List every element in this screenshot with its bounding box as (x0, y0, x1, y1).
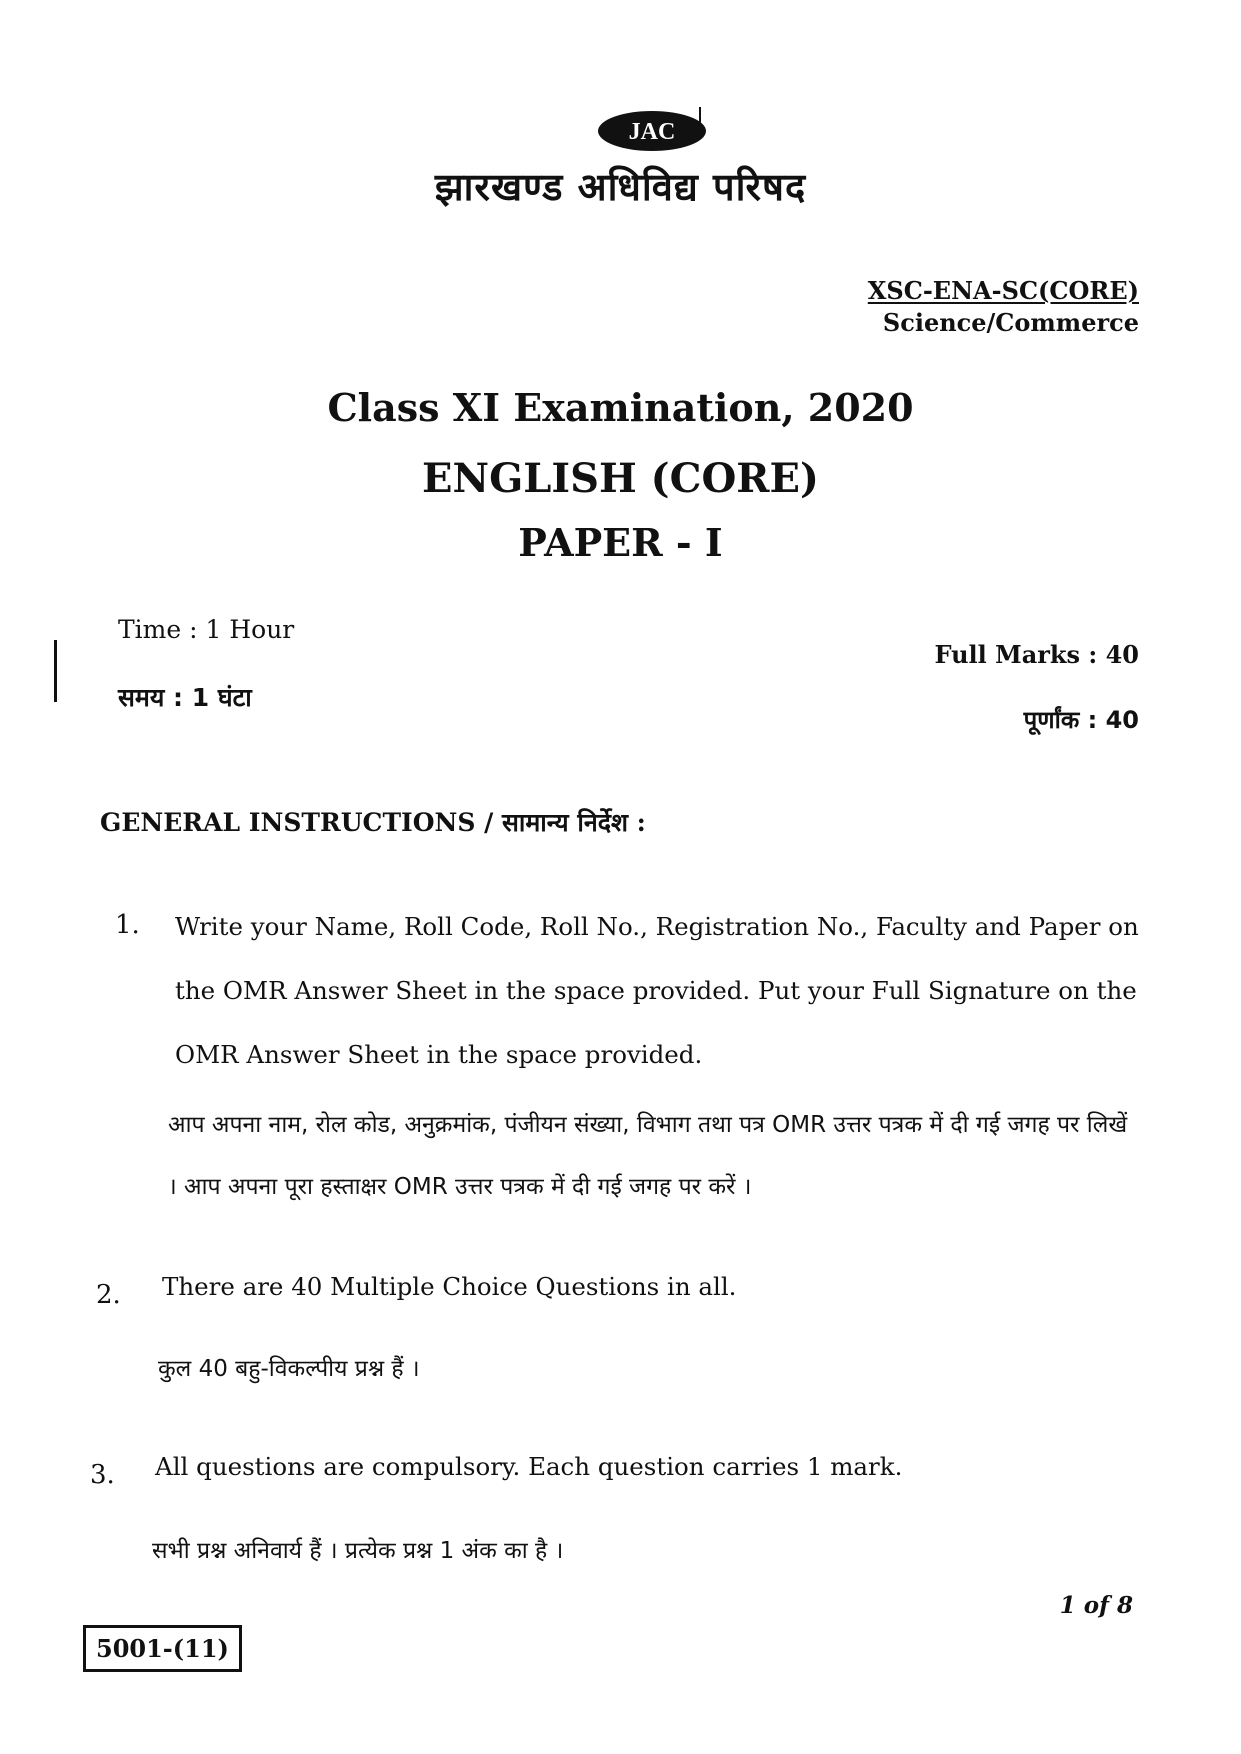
full-marks-hindi: पूर्णांक : 40 (1023, 706, 1139, 734)
stream-label: Science/Commerce (882, 308, 1139, 337)
document-code: 5001-(11) (83, 1625, 242, 1672)
instruction-number: 1. (115, 910, 140, 940)
board-name: झारखण्ड अधिविद्य परिषद (434, 165, 807, 209)
instructions-heading: GENERAL INSTRUCTIONS / सामान्य निर्देश : (100, 808, 646, 837)
exam-title: Class XI Examination, 2020 (327, 385, 914, 430)
instruction-text-hindi: सभी प्रश्न अनिवार्य हैं । प्रत्येक प्रश्न 1 अंक का है । (152, 1538, 564, 1564)
instruction-text-english: All questions are compulsory. Each question carries 1 mark. (155, 1452, 903, 1481)
instruction-number: 2. (96, 1280, 121, 1310)
time-hindi: समय : 1 घंटा (118, 683, 252, 712)
jac-logo (596, 105, 708, 153)
subject-title: ENGLISH (CORE) (422, 455, 819, 502)
paper-code: XSC-ENA-SC(CORE) (867, 276, 1139, 305)
page-number: 1 of 8 (1059, 1592, 1133, 1619)
instruction-text-hindi: कुल 40 बहु-विकल्पीय प्रश्न हैं । (158, 1356, 420, 1382)
instruction-number: 3. (90, 1460, 115, 1490)
full-marks-english: Full Marks : 40 (934, 640, 1139, 669)
instruction-text-hindi: आप अपना नाम, रोल कोड, अनुक्रमांक, पंजीयन संख्या, विभाग तथा पत्र OMR उत्तर पत्रक में दी गई जगह पर लिखें । आप अपना पूरा हस्ताक्षर OMR उत्तर पत्रक में दी गई जगह पर करें । (168, 1112, 1128, 1200)
paper-code-block (868, 275, 1139, 339)
instruction-text-english: There are 40 Multiple Choice Questions in all. (162, 1272, 737, 1301)
logo-text: JAC (628, 119, 676, 145)
instruction-text-english: Write your Name, Roll Code, Roll No., Registration No., Faculty and Paper on the OMR Answer Sheet in the space provided. Put your Full Signature on the OMR Answer Sheet in the space provided. (175, 912, 1139, 1069)
time-english: Time : 1 Hour (118, 615, 295, 644)
paper-title: PAPER - I (518, 520, 723, 565)
margin-mark (54, 640, 57, 702)
